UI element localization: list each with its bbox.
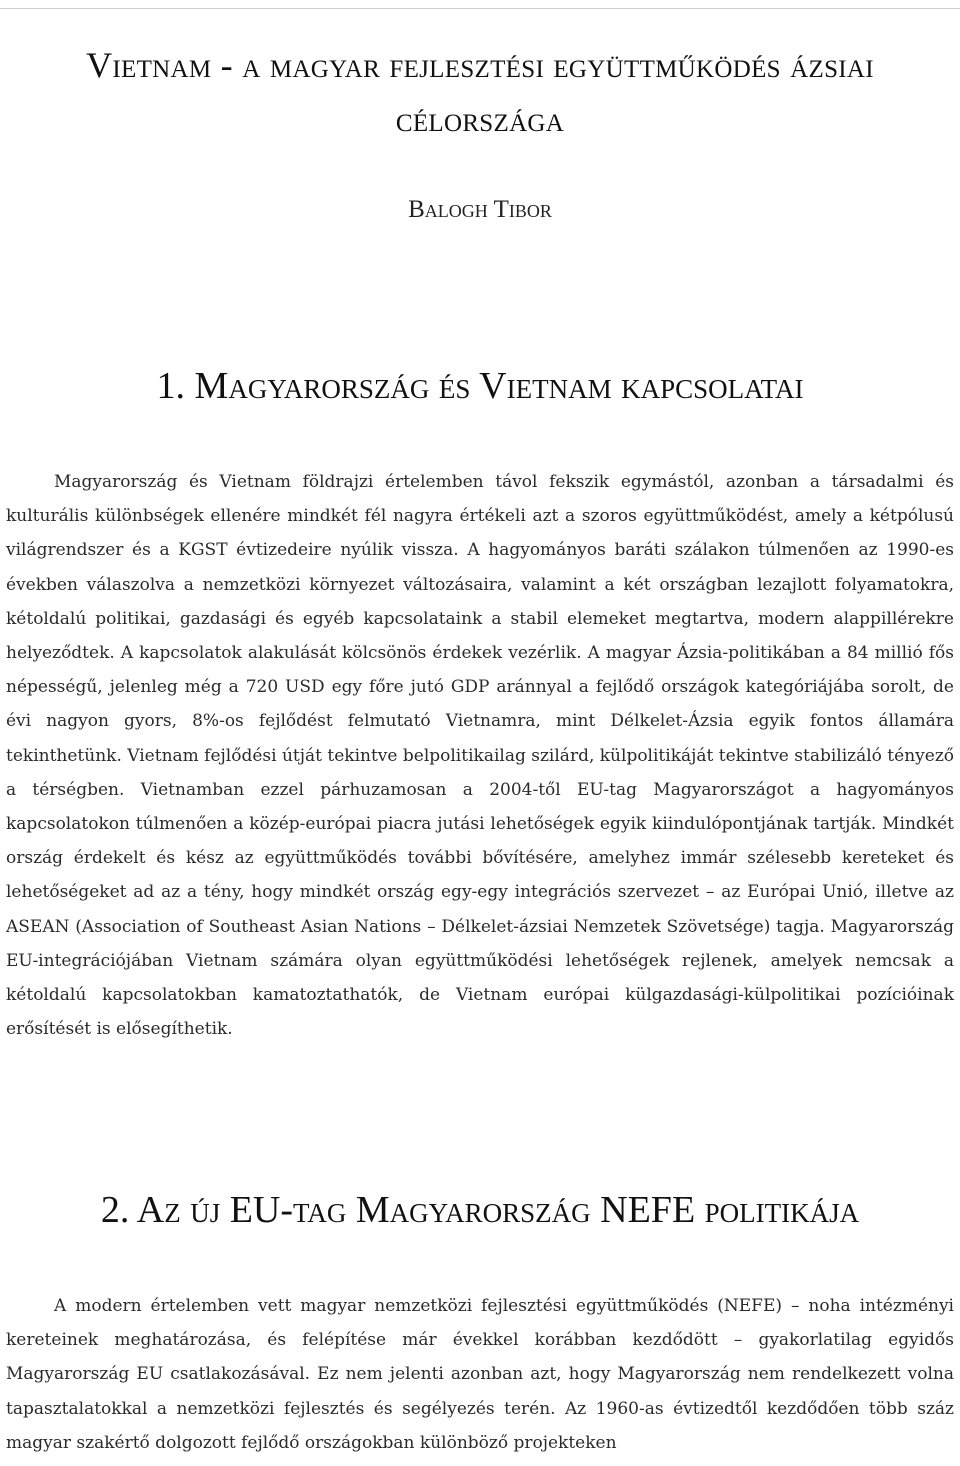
section-heading-1: 1. Magyarország és Vietnam kapcsolatai <box>156 365 804 407</box>
author-name: Balogh Tibor <box>408 196 552 223</box>
section-1-paragraph: Magyarország és Vietnam földrajzi értelemben távol fekszik egymástól, azonban a társadalmi és kulturális különbségek ellenére mindkét fél nagyra értékeli azt a szoros együttműködést, amely a kétpólusú világrendszer és a KGST évtizedeire nyúlik vissza. A hagyományos baráti szálakon túlmenően az 1990-es években válaszolva a nemzetközi környezet változásaira, valamint a két országban lezajlott folyamatokra, kétoldalú politikai, gazdasági és egyéb kapcsolataink a stabil elemeket megtartva, modern alappillérekre helyeződtek. A kapcsolatok alakulását kölcsönös érdekek vezérlik. A magyar Ázsia-politikában a 84 millió fős népességű, jelenleg még a 720 USD egy főre jutó GDP aránnyal a fejlődő országok kategóriájába sorolt, de évi nagyon gyors, 8%-os fejlődést felmutató Vietnamra, mint Délkelet-Ázsia egyik fontos államára tekinthetünk. Vietnam fejlődési útját tekintve belpolitikailag szilárd, külpolitikáját tekintve stabilizáló tényező a térségben. Vietnamban ezzel párhuzamosan a 2004-től EU-tag Magyarországot a hagyományos kapcsolatokon túlmenően a közép-európai piacra jutási lehetőségek egyik kiindulópontjának tartják. Mindkét ország érdekelt és kész az együttműködés további bővítésére, amelyhez immár szélesebb kereteket és lehetőségeket ad az a tény, hogy mindkét ország egy-egy integrációs szervezet – az Európai Unió, illetve az ASEAN (Association of Southeast Asian Nations – Délkelet-ázsiai Nemzetek Szövetsége) tagja. Magyarország EU-integrációjában Vietnam számára olyan együttműködési lehetőségek rejlenek, amelyek nemcsak a kétoldalú kapcsolatokban kamatoztathatók, de Vietnam európai külgazdasági-külpolitikai pozícióinak erősítését is elősegíthetik. <box>6 472 955 1040</box>
document-title: Vietnam - a magyar fejlesztési együttműködés ázsiai célországa <box>86 45 874 139</box>
section-2-paragraph: A modern értelemben vett magyar nemzetközi fejlesztési együttműködés (NEFE) – noha intézményi kereteinek meghatározása, és felépítése már évekkel korábban kezdődött – gyakorlatilag egyidős Magyarország EU csatlakozásával. Ez nem jelenti azonban azt, hogy Magyarország nem rendelkezett volna tapasztalatokkal a nemzetközi fejlesztés és segélyezés terén. Az 1960-as évtizedtől kezdődően több száz magyar szakértő dolgozott fejlődő országokban különböző projekteken <box>6 1296 954 1453</box>
section-heading-2: 2. Az új EU-tag Magyarország NEFE politikája <box>100 1189 860 1231</box>
top-rule <box>0 8 960 9</box>
